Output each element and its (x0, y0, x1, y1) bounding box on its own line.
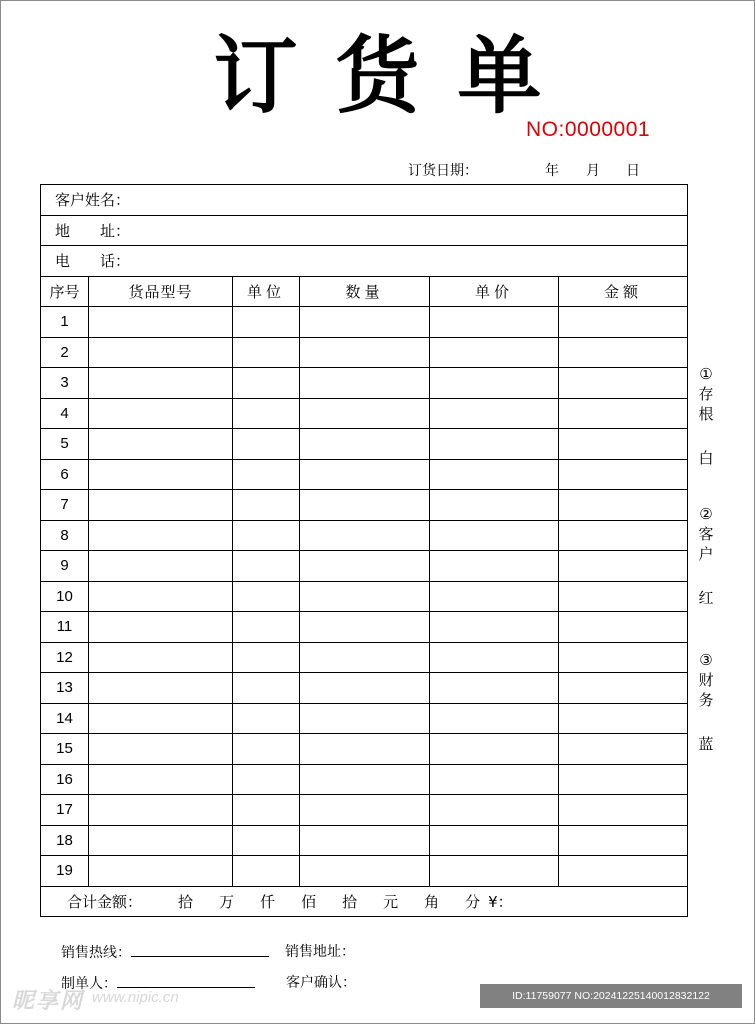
model-cell[interactable] (89, 734, 233, 765)
total-row (41, 886, 688, 917)
model-cell[interactable] (89, 795, 233, 826)
price-cell[interactable] (430, 551, 559, 582)
total-label: 合计金额： (67, 892, 143, 911)
table-row (41, 551, 688, 582)
quantity-cell[interactable] (300, 398, 430, 429)
row-number: 3 (41, 368, 89, 399)
quantity-cell[interactable] (300, 642, 430, 673)
table-row (41, 612, 688, 643)
quantity-cell[interactable] (300, 703, 430, 734)
total-unit-4: 拾 (342, 892, 358, 911)
total-currency: ¥： (488, 892, 513, 911)
quantity-cell[interactable] (300, 795, 430, 826)
quantity-cell[interactable] (300, 520, 430, 551)
unit-cell[interactable] (233, 551, 300, 582)
price-cell[interactable] (430, 825, 559, 856)
total-unit-7: 分 (465, 892, 481, 911)
copy-color: 白 (698, 449, 714, 467)
phone-label: 电 话： (55, 252, 131, 271)
quantity-cell[interactable] (300, 490, 430, 521)
total-unit-3: 佰 (301, 892, 317, 911)
total-unit-5: 元 (383, 892, 399, 911)
table-row (41, 459, 688, 490)
maker-blank[interactable] (117, 973, 255, 988)
model-cell[interactable] (89, 307, 233, 338)
total-unit-0: 拾 (178, 892, 194, 911)
model-cell[interactable] (89, 337, 233, 368)
copy-color: 蓝 (698, 735, 714, 753)
unit-cell[interactable] (233, 581, 300, 612)
address-field[interactable] (41, 215, 688, 246)
price-cell[interactable] (430, 368, 559, 399)
price-cell[interactable] (430, 429, 559, 460)
amount-cell[interactable] (559, 825, 688, 856)
maker-label: 制单人： (61, 976, 117, 992)
copy-number: ③ (699, 651, 713, 669)
row-number: 4 (41, 398, 89, 429)
row-number: 8 (41, 520, 89, 551)
amount-cell[interactable] (559, 429, 688, 460)
quantity-cell[interactable] (300, 459, 430, 490)
unit-cell[interactable] (233, 703, 300, 734)
quantity-cell[interactable] (300, 429, 430, 460)
price-cell[interactable] (430, 490, 559, 521)
col-header-quantity: 数量 (300, 276, 430, 307)
model-cell[interactable] (89, 642, 233, 673)
table-row (41, 307, 688, 338)
price-cell[interactable] (430, 795, 559, 826)
col-header-index: 序号 (41, 276, 89, 307)
unit-cell[interactable] (233, 764, 300, 795)
model-cell[interactable] (89, 551, 233, 582)
phone-field[interactable] (41, 246, 688, 277)
copy-number: ① (699, 365, 713, 383)
model-cell[interactable] (89, 398, 233, 429)
model-cell[interactable] (89, 673, 233, 704)
unit-cell[interactable] (233, 856, 300, 887)
copy-3 (697, 650, 715, 754)
amount-cell[interactable] (559, 337, 688, 368)
model-cell[interactable] (89, 825, 233, 856)
amount-cell[interactable] (559, 490, 688, 521)
amount-cell[interactable] (559, 856, 688, 887)
price-cell[interactable] (430, 856, 559, 887)
customer-confirm-label: 客户确认： (286, 975, 356, 991)
table-row (41, 764, 688, 795)
unit-cell[interactable] (233, 368, 300, 399)
row-number: 19 (41, 856, 89, 887)
copy-name-char: 财 (698, 671, 714, 689)
price-cell[interactable] (430, 642, 559, 673)
quantity-cell[interactable] (300, 368, 430, 399)
col-header-amount: 金额 (559, 276, 688, 307)
model-cell[interactable] (89, 490, 233, 521)
model-cell[interactable] (89, 703, 233, 734)
unit-cell[interactable] (233, 459, 300, 490)
price-cell[interactable] (430, 764, 559, 795)
date-year: 年 (545, 163, 559, 179)
row-number: 11 (41, 612, 89, 643)
row-number: 9 (41, 551, 89, 582)
price-cell[interactable] (430, 612, 559, 643)
amount-cell[interactable] (559, 642, 688, 673)
quantity-cell[interactable] (300, 856, 430, 887)
unit-cell[interactable] (233, 307, 300, 338)
quantity-cell[interactable] (300, 612, 430, 643)
table-row (41, 368, 688, 399)
row-number: 18 (41, 825, 89, 856)
customer-name-label: 客户姓名： (55, 191, 131, 210)
amount-cell[interactable] (559, 581, 688, 612)
table-row (41, 673, 688, 704)
quantity-cell[interactable] (300, 764, 430, 795)
date-month: 月 (586, 163, 600, 179)
order-date-label: 订货日期： (408, 163, 478, 179)
image-id-badge: ID:11759077 NO:20241225140012832122 (480, 984, 742, 1008)
quantity-cell[interactable] (300, 673, 430, 704)
copy-number: ② (699, 505, 713, 523)
price-cell[interactable] (430, 703, 559, 734)
address-label: 地 址： (55, 221, 131, 240)
amount-cell[interactable] (559, 734, 688, 765)
amount-cell[interactable] (559, 764, 688, 795)
customer-name-field[interactable] (41, 185, 688, 216)
unit-cell[interactable] (233, 490, 300, 521)
row-number: 7 (41, 490, 89, 521)
quantity-cell[interactable] (300, 581, 430, 612)
quantity-cell[interactable] (300, 307, 430, 338)
copy-name-char: 务 (698, 691, 714, 709)
total-unit-2: 仟 (260, 892, 276, 911)
col-header-unit: 单位 (233, 276, 300, 307)
unit-cell[interactable] (233, 795, 300, 826)
amount-cell[interactable] (559, 703, 688, 734)
col-header-model: 货品型号 (89, 276, 233, 307)
row-number: 16 (41, 764, 89, 795)
table-row (41, 703, 688, 734)
quantity-cell[interactable] (300, 551, 430, 582)
price-cell[interactable] (430, 307, 559, 338)
quantity-cell[interactable] (300, 734, 430, 765)
amount-cell[interactable] (559, 307, 688, 338)
unit-cell[interactable] (233, 734, 300, 765)
row-number: 12 (41, 642, 89, 673)
table-row (41, 795, 688, 826)
row-number: 2 (41, 337, 89, 368)
unit-cell[interactable] (233, 612, 300, 643)
row-number: 15 (41, 734, 89, 765)
unit-cell[interactable] (233, 398, 300, 429)
row-number: 13 (41, 673, 89, 704)
copy-name-char: 根 (698, 405, 714, 423)
copy-1 (697, 364, 715, 468)
amount-cell[interactable] (559, 398, 688, 429)
table-row (41, 398, 688, 429)
table-row (41, 642, 688, 673)
amount-cell[interactable] (559, 551, 688, 582)
amount-cell[interactable] (559, 612, 688, 643)
copy-name-char: 客 (698, 525, 714, 543)
column-header-row (41, 276, 688, 307)
amount-cell[interactable] (559, 520, 688, 551)
table-row (41, 581, 688, 612)
sales-address-label: 销售地址： (285, 944, 355, 960)
table-row (41, 856, 688, 887)
date-day: 日 (626, 163, 640, 179)
sales-hotline (61, 942, 269, 963)
price-cell[interactable] (430, 581, 559, 612)
total-amount-field[interactable] (41, 886, 688, 917)
table-row (41, 825, 688, 856)
row-number: 10 (41, 581, 89, 612)
serial-number: NO:0000001 (526, 118, 651, 141)
row-number: 17 (41, 795, 89, 826)
price-cell[interactable] (430, 459, 559, 490)
amount-cell[interactable] (559, 673, 688, 704)
model-cell[interactable] (89, 368, 233, 399)
model-cell[interactable] (89, 429, 233, 460)
row-number: 6 (41, 459, 89, 490)
price-cell[interactable] (430, 398, 559, 429)
col-header-price: 单价 (430, 276, 559, 307)
model-cell[interactable] (89, 581, 233, 612)
amount-cell[interactable] (559, 459, 688, 490)
amount-cell[interactable] (559, 368, 688, 399)
model-cell[interactable] (89, 520, 233, 551)
copy-color: 红 (698, 589, 714, 607)
order-table (40, 184, 688, 917)
price-cell[interactable] (430, 520, 559, 551)
unit-cell[interactable] (233, 337, 300, 368)
quantity-cell[interactable] (300, 825, 430, 856)
unit-cell[interactable] (233, 673, 300, 704)
table-row (41, 490, 688, 521)
price-cell[interactable] (430, 734, 559, 765)
table-row (41, 337, 688, 368)
sales-hotline-label: 销售热线： (61, 945, 131, 961)
row-number: 14 (41, 703, 89, 734)
model-cell[interactable] (89, 764, 233, 795)
unit-cell[interactable] (233, 825, 300, 856)
unit-cell[interactable] (233, 642, 300, 673)
total-unit-1: 万 (219, 892, 235, 911)
copy-name-char: 户 (698, 545, 714, 563)
amount-cell[interactable] (559, 795, 688, 826)
table-row (41, 734, 688, 765)
price-cell[interactable] (430, 673, 559, 704)
unit-cell[interactable] (233, 429, 300, 460)
table-row (41, 520, 688, 551)
sales-hotline-blank[interactable] (131, 942, 269, 957)
page-title: 订货单 (213, 27, 580, 125)
copy-name-char: 存 (698, 385, 714, 403)
watermark-url: www.nipic.cn (92, 989, 179, 1006)
row-number: 5 (41, 429, 89, 460)
total-unit-6: 角 (424, 892, 440, 911)
row-number: 1 (41, 307, 89, 338)
quantity-cell[interactable] (300, 337, 430, 368)
price-cell[interactable] (430, 337, 559, 368)
model-cell[interactable] (89, 459, 233, 490)
model-cell[interactable] (89, 612, 233, 643)
table-row (41, 429, 688, 460)
watermark-logo: 昵享网 (12, 989, 85, 1014)
model-cell[interactable] (89, 856, 233, 887)
copy-2 (697, 504, 715, 608)
unit-cell[interactable] (233, 520, 300, 551)
